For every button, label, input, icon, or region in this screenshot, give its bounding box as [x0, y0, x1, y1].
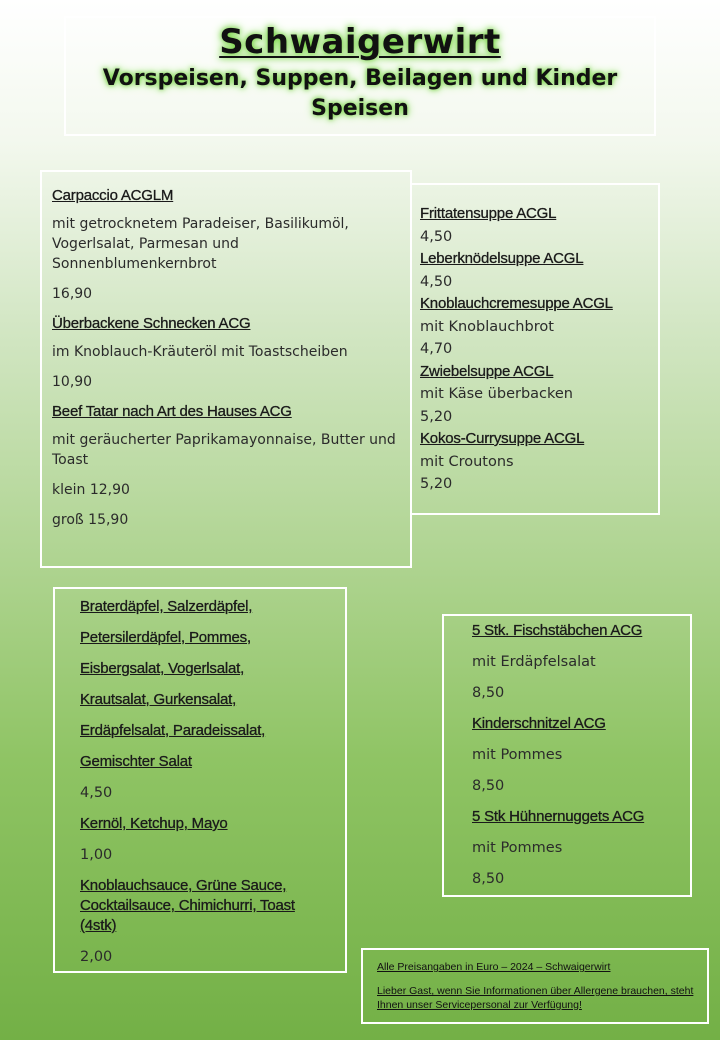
dish-description: im Knoblauch-Kräuteröl mit Toastscheiben: [52, 344, 348, 360]
vorspeisen-box: [40, 170, 412, 568]
extras-price: 2,00: [80, 949, 113, 965]
side-item: Gemischter Salat: [80, 753, 192, 770]
dish-title: Kokos-Currysuppe ACGL: [420, 430, 585, 447]
dish-price: 4,50: [420, 228, 453, 245]
dish-price: 5,20: [420, 408, 453, 425]
dish-title: Carpaccio ACGLM: [52, 187, 174, 204]
dish-description: mit Croutons: [420, 453, 514, 470]
dish-price: 16,90: [52, 286, 93, 302]
side-item: Erdäpfelsalat, Paradeissalat,: [80, 722, 266, 739]
dish-description: mit Pommes: [472, 747, 563, 763]
side-price: 4,50: [80, 785, 113, 801]
page-title: Schwaigerwirt: [219, 22, 501, 62]
dish-title: Überbackene Schnecken ACG: [52, 315, 251, 332]
footer-box: [361, 948, 709, 1024]
suppen-box: [410, 183, 660, 515]
side-item: Krautsalat, Gurkensalat,: [80, 691, 237, 708]
dish-price: 10,90: [52, 374, 93, 390]
dish-description: mit geräucherter Paprikamayonnaise, Butter und Toast: [52, 432, 396, 468]
beilagen-box: [53, 587, 347, 973]
side-item: Eisbergsalat, Vogerlsalat,: [80, 660, 245, 677]
dish-price: 4,70: [420, 341, 453, 357]
dish-price: 8,50: [472, 778, 505, 794]
sauce-item: Kernöl, Ketchup, Mayo: [80, 815, 228, 832]
title-box: [64, 16, 656, 136]
dish-price: groß 15,90: [52, 512, 129, 528]
dish-description: mit Pommes: [472, 840, 563, 856]
extras-item: Knoblauchsauce, Grüne Sauce, Cocktailsauce, Chimichurri, Toast (4stk): [80, 877, 295, 934]
side-item: Braterdäpfel, Salzerdäpfel,: [80, 598, 253, 615]
kinder-box: [442, 614, 692, 897]
dish-price: 8,50: [472, 685, 505, 701]
dish-title: Knoblauchcremesuppe ACGL: [420, 295, 613, 312]
dish-price: klein 12,90: [52, 482, 130, 498]
dish-price: 8,50: [472, 871, 505, 887]
dish-title: 5 Stk Hühnernuggets ACG: [472, 808, 645, 825]
dish-description: mit Knoblauchbrot: [420, 318, 554, 335]
dish-price: 4,50: [420, 273, 453, 290]
allergen-note: Lieber Gast, wenn Sie Informationen über Allergene brauchen, steht Ihnen unser Servicepersonal zur Verfügung!: [377, 985, 694, 1011]
price-note: Alle Preisangaben in Euro – 2024 – Schwaigerwirt: [377, 961, 611, 973]
dish-title: Zwiebelsuppe ACGL: [420, 362, 554, 380]
dish-title: Beef Tatar nach Art des Hauses ACG: [52, 403, 292, 420]
dish-description: mit Käse überbacken: [420, 386, 574, 402]
dish-price: 5,20: [420, 476, 453, 492]
dish-title: Leberknödelsuppe ACGL: [420, 250, 584, 267]
side-item: Petersilerdäpfel, Pommes,: [80, 629, 251, 646]
page-subtitle: Vorspeisen, Suppen, Beilagen und Kinder Speisen: [102, 66, 618, 121]
sauce-price: 1,00: [80, 847, 113, 863]
dish-description: mit Erdäpfelsalat: [472, 654, 596, 670]
dish-title: Kinderschnitzel ACG: [472, 715, 606, 732]
dish-title: 5 Stk. Fischstäbchen ACG: [472, 622, 643, 639]
dish-title: Frittatensuppe ACGL: [420, 205, 557, 222]
dish-description: mit getrocknetem Paradeiser, Basilikumöl, Vogerlsalat, Parmesan und Sonnenblumenkernbrot: [52, 216, 349, 272]
